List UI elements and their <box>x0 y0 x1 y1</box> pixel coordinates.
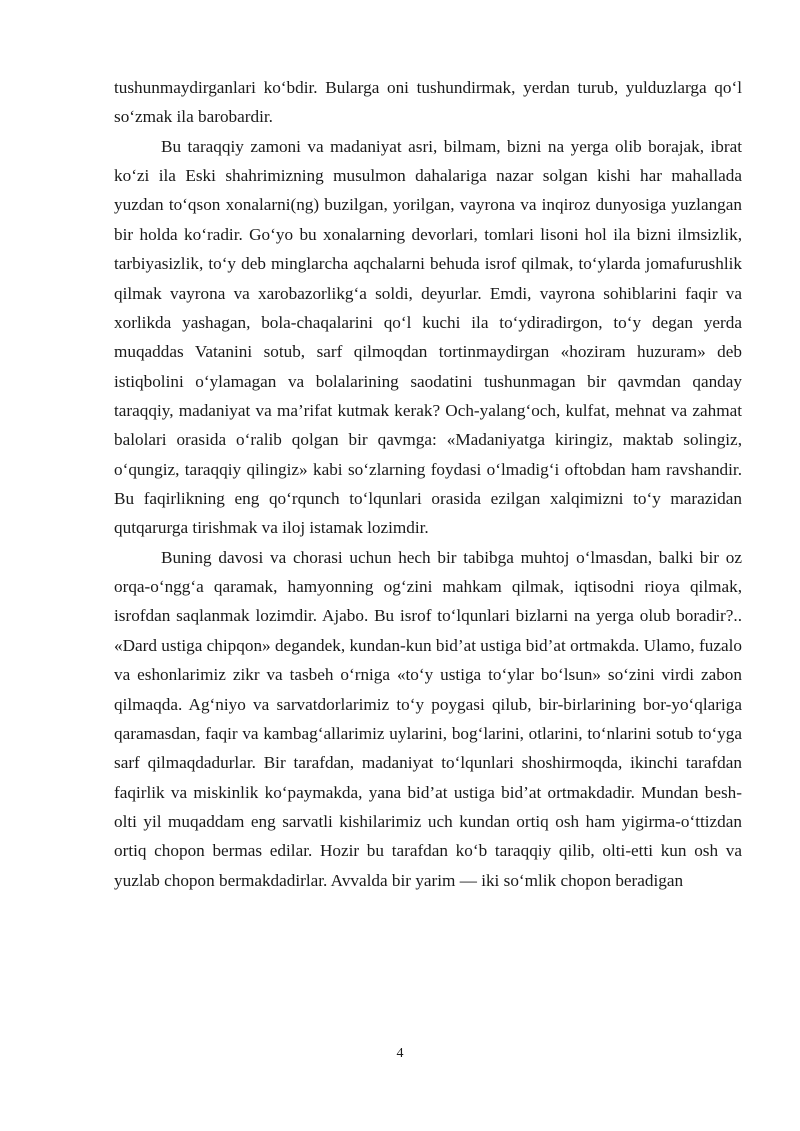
body-text <box>114 73 742 895</box>
paragraph: Bu taraqqiy zamoni va madaniyat asri, bilmam, bizni na yerga olib borajak, ibrat ko‘zi ila Eski shahrimizning musulmon dahalariga nazar solgan kishi har mahallada yuzdan to‘qson xonalarni(ng) buzilgan, yorilgan, vayrona va inqiroz dunyosiga yuzlangan bir holda ko‘radir. Go‘yo bu xonalarning devorlari, tomlari lisoni hol ila bizni ilmsizlik, tarbiyasizlik, to‘y deb minglarcha aqchalarni behuda isrof qilmak, to‘ylarda jomafurushlik qilmak vayrona va xarobazorlikg‘a soldi, deyurlar. Emdi, vayrona sohiblarini faqir va xorlikda yashagan, bola-chaqalarini qo‘l kuchi ila to‘ydiradirgon, to‘y degan yerda muqaddas Vatanini sotub, sarf qilmoqdan tortinmaydirgan «hoziram huzuram» deb istiqbolini o‘ylamagan va bolalarining saodatini tushunmagan bir qavmdan qanday taraqqiy, madaniyat va ma’rifat kutmak kerak? Och-yalang‘och, kulfat, mehnat va zahmat balolari orasida o‘ralib qolgan bir qavmga: «Madaniyatga kiringiz, maktab solingiz, o‘qungiz, taraqqiy qilingiz» kabi so‘zlarning foydasi o‘lmadig‘i oftobdan ham ravshandir. Bu faqirlikning eng qo‘rqunch to‘lqunlari orasida ezilgan xalqimizni to‘y marazidan qutqarurga tirishmak va iloj istamak lozimdir. <box>114 136 742 538</box>
paragraph-continuation: tushunmaydirganlari ko‘bdir. Bularga oni tushundirmak, yerdan turub, yulduzlarga qo‘l so‘zmak ila barobardir. <box>114 78 742 127</box>
page-number: 4 <box>396 1046 404 1061</box>
paragraph: Buning davosi va chorasi uchun hech bir tabibga muhtoj o‘lmasdan, balki bir oz orqa-o‘ngg‘a qaramak, hamyonning og‘zini mahkam qilmak, iqtisodni rioya qilmak, isrofdan saqlanmak lozimdir. Ajabo. Bu isrof to‘lqunlari bizlarni na yerga olub boradir?.. «Dard ustiga chipqon» degandek, kundan-kun bid’at ustiga bid’at ortmakda. Ulamo, fuzalo va eshonlarimiz zikr va tasbeh o‘rniga «to‘y ustiga to‘ylar bo‘lsun» so‘zini virdi zabon qilmaqda. Ag‘niyo va sarvatdorlarimiz to‘y poygasi qilub, bir-birlarining bor-yo‘qlariga qaramasdan, faqir va kambag‘allarimiz uylarini, bog‘larini, otlarini, to‘nlarini sotub to‘yga sarf qilmaqdadurlar. Bir tarafdan, madaniyat to‘lqunlari shoshirmoqda, ikinchi tarafdan faqirlik va miskinlik ko‘paymakda, yana bid’at ustiga bid’at ortmakdadir. Mundan besh-olti yil muqaddam eng sarvatli kishilarimiz uch kundan ortiq osh ham yigirma-o‘ttizdan ortiq chopon bermas edilar. Hozir bu tarafdan ko‘b taraqqiy qilib, olti-etti kun osh va yuzlab chopon bermakdadirlar. Avvalda bir yarim — iki so‘mlik chopon beradigan <box>114 547 742 890</box>
